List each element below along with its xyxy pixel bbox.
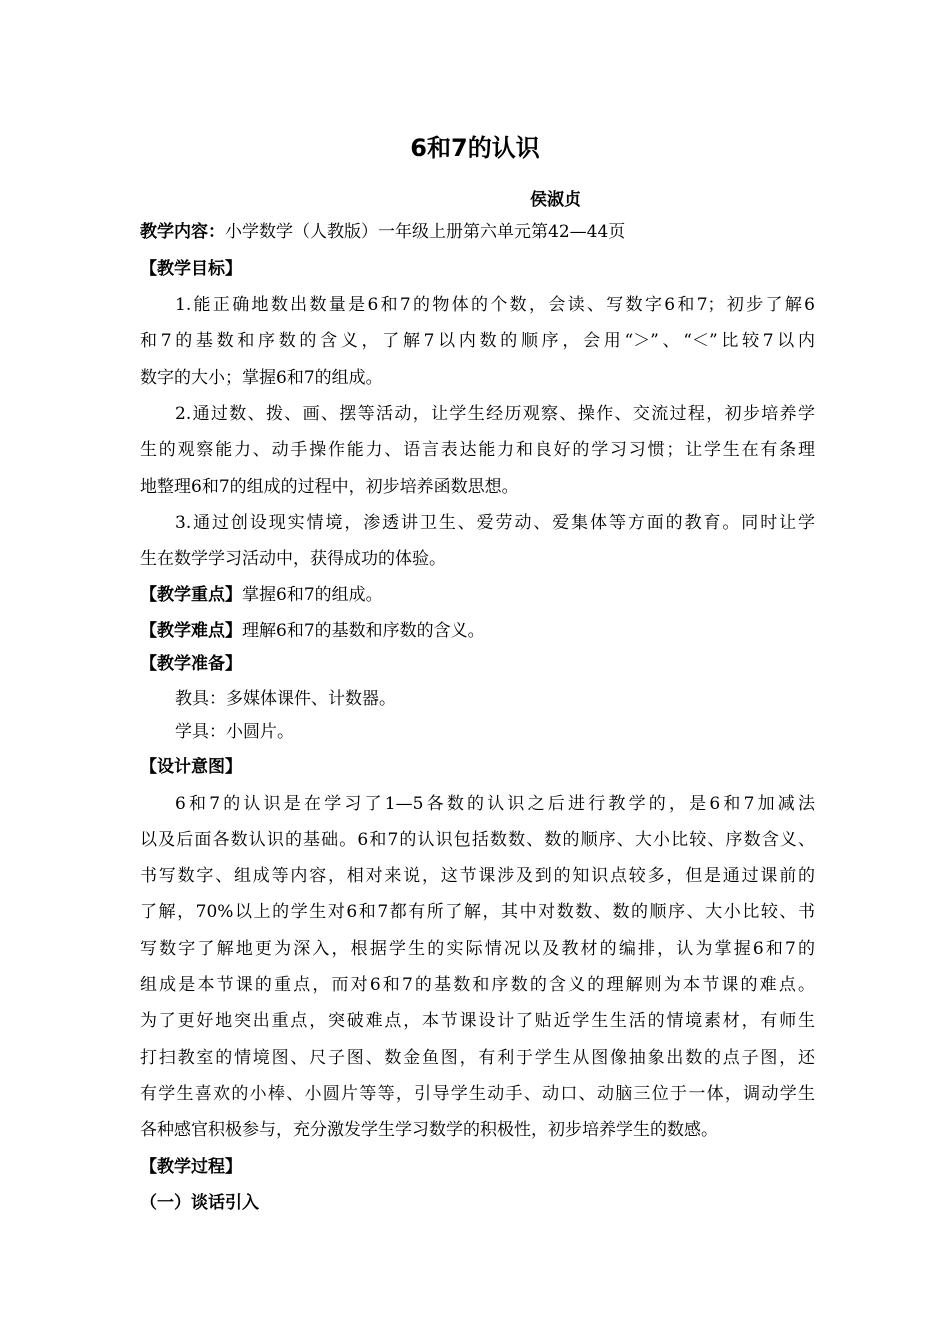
goal-2-line-3: 地整理6和7的组成的过程中，初步培养函数思想。: [140, 477, 519, 497]
design-line-2: 以及后面各数认识的基础。6和7的认识包括数数、数的顺序、大小比较、序数含义、: [140, 830, 815, 850]
design-line-8: 打扫教室的情境图、尺子图、数金鱼图，有利于学生从图像抽象出数的点子图，还: [140, 1048, 815, 1068]
design-line-3: 书写数字、组成等内容，相对来说，这节课涉及到的知识点较多，但是通过课前的: [140, 866, 815, 886]
preparation-heading: 【教学准备】: [140, 654, 242, 674]
process-heading: 【教学过程】: [140, 1157, 242, 1177]
teaching-content-text: 小学数学（人教版）一年级上册第六单元第42—44页: [225, 222, 626, 242]
goals-heading: 【教学目标】: [140, 259, 242, 279]
key-point-line: [140, 583, 815, 607]
design-line-10: 各种感官积极参与，充分激发学生学习数学的积极性，初步培养学生的数感。: [140, 1120, 718, 1140]
goal-2-line-1: 2.通过数、拨、画、摆等活动，让学生经历观察、操作、交流过程，初步培养学: [175, 404, 815, 424]
student-tools: 学具：小圆片。: [175, 722, 294, 742]
key-point-label: 【教学重点】: [140, 585, 242, 605]
design-line-6: 组成是本节课的重点，而对6和7的基数和序数的含义的理解则为本节课的难点。: [140, 975, 815, 995]
teacher-tools: 教具：多媒体课件、计数器。: [175, 689, 396, 709]
goal-3-line-2: 生在数学学习活动中，获得成功的体验。: [140, 549, 446, 569]
design-line-7: 为了更好地突出重点，突破难点，本节课设计了贴近学生生活的情境素材，有师生: [140, 1011, 815, 1031]
goal-3-line-1: 3.通过创设现实情境，渗透讲卫生、爱劳动、爱集体等方面的教育。同时让学: [175, 513, 815, 533]
design-line-4: 了解，70%以上的学生对6和7都有所了解，其中对数数、数的顺序、大小比较、书: [140, 902, 815, 922]
teaching-content-line: [140, 220, 815, 244]
section-1-heading: （一）谈话引入: [140, 1193, 259, 1213]
goal-1-line-1: 1.能正确地数出数量是6和7的物体的个数，会读、写数字6和7；初步了解6: [175, 295, 815, 315]
goal-1-line-2: 和7的基数和序数的含义，了解7以内数的顺序，会用“＞”、“＜”比较7以内: [140, 331, 815, 351]
key-point-text: 掌握6和7的组成。: [242, 585, 383, 605]
teaching-content-label: 教学内容：: [140, 222, 225, 242]
difficulty-line: [140, 619, 815, 643]
document-title: 6和7的认识: [410, 134, 540, 162]
author-name: 侯淑贞: [530, 190, 581, 210]
design-line-5: 写数字了解地更为深入，根据学生的实际情况以及教材的编排，认为掌握6和7的: [140, 939, 815, 959]
difficulty-label: 【教学难点】: [140, 621, 242, 641]
goal-2-line-2: 生的观察能力、动手操作能力、语言表达能力和良好的学习习惯；让学生在有条理: [140, 440, 815, 460]
design-line-1: 6和7的认识是在学习了1—5各数的认识之后进行教学的，是6和7加减法: [175, 794, 815, 814]
design-heading: 【设计意图】: [140, 757, 242, 777]
goal-1-line-3: 数字的大小；掌握6和7的组成。: [140, 368, 383, 388]
design-line-9: 有学生喜欢的小棒、小圆片等等，引导学生动手、动口、动脑三位于一体，调动学生: [140, 1084, 815, 1104]
difficulty-text: 理解6和7的基数和序数的含义。: [242, 621, 485, 641]
